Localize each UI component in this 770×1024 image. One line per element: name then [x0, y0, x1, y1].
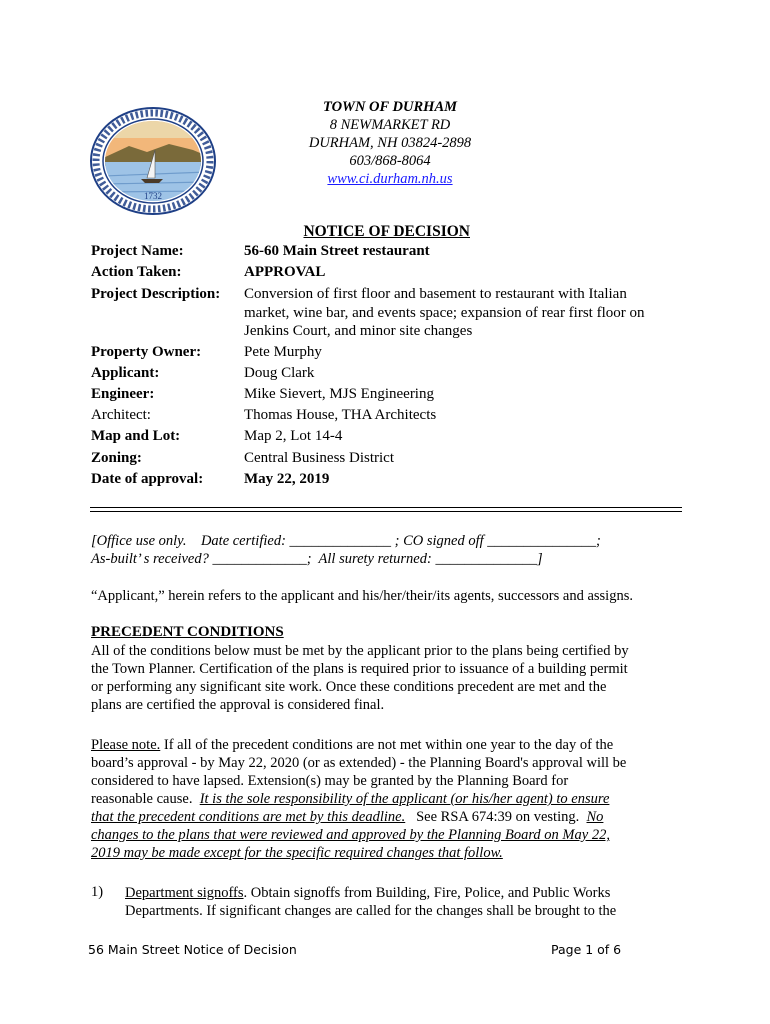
zoning-value: Central Business District [244, 450, 394, 466]
notice-title: NOTICE OF DECISION [303, 223, 470, 240]
paragraph-line: Departments. If significant changes are called for the changes shall be brought to the [125, 903, 617, 919]
paragraph-line: plans are certified the approval is considered final. [91, 697, 385, 713]
property-owner-label: Property Owner: [91, 344, 202, 360]
paragraph-line: considered to have lapsed. Extension(s) may be granted by the Planning Board for [91, 773, 569, 789]
paragraph-line: 2019 may be made except for the specific required changes that follow. [91, 845, 503, 861]
office-use-block [91, 532, 691, 568]
project-description-line-2: market, wine bar, and events space; expansion of rear first floor on [244, 305, 645, 321]
paragraph-text: . Obtain signoffs from Building, Fire, Police, and Public Works [243, 885, 611, 901]
footer-document-name: 56 Main Street Notice of Decision [88, 942, 297, 957]
zoning-label: Zoning: [91, 450, 142, 466]
applicant-value: Doug Clark [244, 365, 315, 381]
divider-line [90, 511, 682, 512]
date-of-approval-value: May 22, 2019 [244, 471, 330, 487]
town-name: TOWN OF DURHAM [322, 99, 458, 115]
paragraph-line: or performing any significant site work. Once these conditions precedent are met and the [91, 679, 607, 695]
project-description-line-1: Conversion of first floor and basement to restaurant with Italian [244, 286, 627, 302]
town-address-line-2: DURHAM, NH 03824-2898 [308, 135, 472, 151]
paragraph-line [91, 790, 669, 808]
applicant-definition: “Applicant,” herein refers to the applicant and his/her/their/its agents, successors and assigns. [91, 588, 633, 604]
paragraph-text: See RSA 674:39 on vesting. [405, 809, 587, 825]
emphasis-text: It is the sole responsibility of the applicant (or his/her agent) to ensure [199, 791, 610, 807]
condition-title: Department signoffs [125, 885, 244, 901]
seal-year: 1732 [144, 191, 162, 201]
condition-item-1 [125, 884, 670, 920]
town-website-link[interactable]: www.ci.durham.nh.us [327, 171, 453, 187]
office-use-line-2: As-built’ s received? _____________; All surety returned: ______________] [91, 551, 543, 567]
applicant-label: Applicant: [91, 365, 160, 381]
paragraph-text: If all of the precedent conditions are not met within one year to the day of the [160, 737, 614, 753]
property-owner-value: Pete Murphy [244, 344, 322, 360]
paragraph-line: board’s approval - by May 22, 2020 (or as extended) - the Planning Board's approval will be [91, 755, 627, 771]
project-description-label: Project Description: [91, 286, 221, 302]
paragraph-line: All of the conditions below must be met by the applicant prior to the plans being certified by [91, 643, 629, 659]
engineer-value: Mike Sievert, MJS Engineering [244, 386, 434, 402]
paragraph-text: reasonable cause. [91, 791, 200, 807]
architect-value: Thomas House, THA Architects [244, 407, 437, 423]
architect-label: Architect: [91, 407, 151, 423]
paragraph-line: the Town Planner. Certification of the plans is required prior to issuance of a building permit [91, 661, 628, 677]
engineer-label: Engineer: [91, 386, 155, 402]
please-note-label: Please note. [91, 737, 161, 753]
paragraph-line [91, 808, 669, 826]
project-name-label: Project Name: [91, 243, 184, 259]
footer-page-number: Page 1 of 6 [551, 942, 622, 957]
paragraph-line [125, 884, 670, 902]
precedent-paragraph-2 [91, 736, 669, 862]
emphasis-text: that the precedent conditions are met by this deadline. [91, 809, 406, 825]
action-taken-label: Action Taken: [91, 264, 182, 280]
map-lot-value: Map 2, Lot 14-4 [244, 428, 343, 444]
project-name-value: 56-60 Main Street restaurant [244, 243, 430, 259]
emphasis-text: No [586, 809, 604, 825]
condition-number: 1) [91, 884, 104, 900]
precedent-conditions-heading: PRECEDENT CONDITIONS [91, 624, 284, 640]
town-address-line-1: 8 NEWMARKET RD [329, 117, 451, 133]
town-seal-logo [89, 106, 217, 216]
office-use-line-1: [Office use only. Date certified: ______________ ; CO signed off _______________; [91, 533, 601, 549]
action-taken-value: APPROVAL [244, 264, 326, 280]
map-lot-label: Map and Lot: [91, 428, 181, 444]
paragraph-line: changes to the plans that were reviewed and approved by the Planning Board on May 22, [91, 827, 610, 843]
precedent-paragraph-1 [91, 642, 669, 714]
town-phone: 603/868-8064 [349, 153, 431, 169]
paragraph-line [91, 736, 669, 754]
date-of-approval-label: Date of approval: [91, 471, 204, 487]
project-description-line-3: Jenkins Court, and minor site changes [244, 323, 473, 339]
divider-line [90, 507, 682, 508]
